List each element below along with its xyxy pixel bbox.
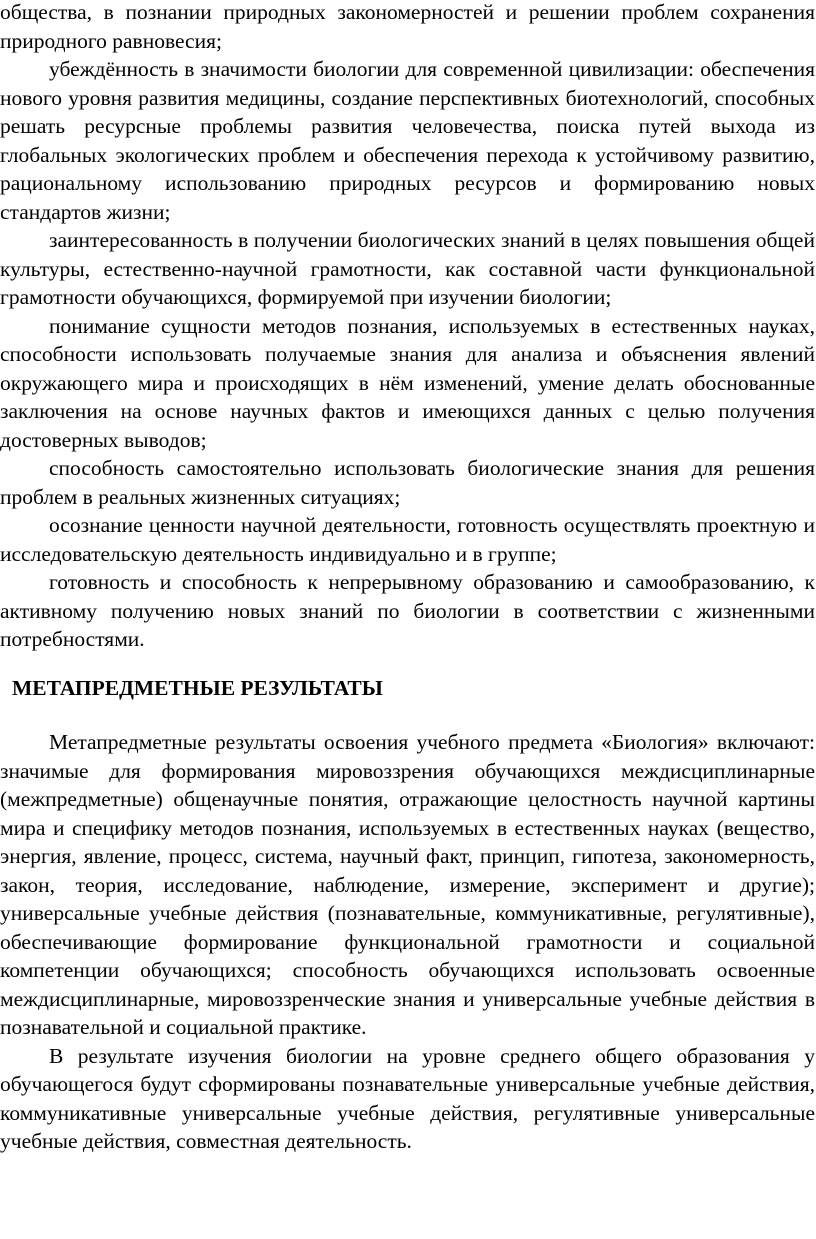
results-list-item: готовность и способность к непрерывному образованию и самообразованию, к активному получению новых знаний по биологии в соответствии с жизненными потребностями. (0, 570, 815, 651)
results-list-item: способность самостоятельно использовать биологические знания для решения проблем в реальных жизненных ситуациях; (0, 456, 815, 509)
spacer (0, 654, 815, 674)
section-heading: МЕТАПРЕДМЕТНЫЕ РЕЗУЛЬТАТЫ (12, 675, 383, 700)
results-list-item: общества, в познании природных закономерностей и решении проблем сохранения природного равновесия; (0, 0, 815, 53)
section-paragraph: Метапредметные результаты освоения учебного предмета «Биология» включают: значимые для формирования мировоззрения обучающихся междисциплинарные (межпредметные) общенаучные понятия, отражающие целостность научной картины мира и специфику методов познания, используемых в естественных науках (вещество, энергия, явление, процесс, система, научный факт, принцип, гипотеза, закономерность, закон, теория, исследование, наблюдение, измерение, эксперимент и другие); универсальные учебные действия (познавательные, коммуникативные, регулятивные), обеспечивающие формирование функциональной грамотности и социальной компетенции обучающихся; способность обучающихся использовать освоенные междисциплинарные, мировоззренческие знания и универсальные учебные действия в познавательной и социальной практике. (0, 730, 815, 1039)
results-list-item: осознание ценности научной деятельности, готовность осуществлять проектную и исследовательскую деятельность индивидуально и в группе; (0, 513, 815, 566)
results-list-item: понимание сущности методов познания, используемых в естественных науках, способности использовать получаемые знания для анализа и объяснения явлений окружающего мира и происходящих в нём изменений, умение делать обоснованные заключения на основе научных фактов и имеющихся данных с целью получения достоверных выводов; (0, 313, 815, 452)
section-paragraph: В результате изучения биологии на уровне среднего общего образования у обучающегося будут сформированы познавательные универсальные учебные действия, коммуникативные универсальные учебные действия, регулятивные универсальные учебные действия, совместная деятельность. (0, 1043, 815, 1153)
results-list-item: убеждённость в значимости биологии для современной цивилизации: обеспечения нового уровня развития медицины, создание перспективных биотехнологий, способных решать ресурсные проблемы развития человечества, поиска путей выхода из глобальных экологических проблем и обеспечения перехода к устойчивому развитию, рациональному использованию природных ресурсов и формированию новых стандартов жизни; (0, 57, 815, 224)
spacer (0, 702, 815, 728)
results-list-item: заинтересованность в получении биологических знаний в целях повышения общей культуры, естественно-научной грамотности, как составной части функциональной грамотности обучающихся, формируемой при изучении биологии; (0, 228, 815, 309)
